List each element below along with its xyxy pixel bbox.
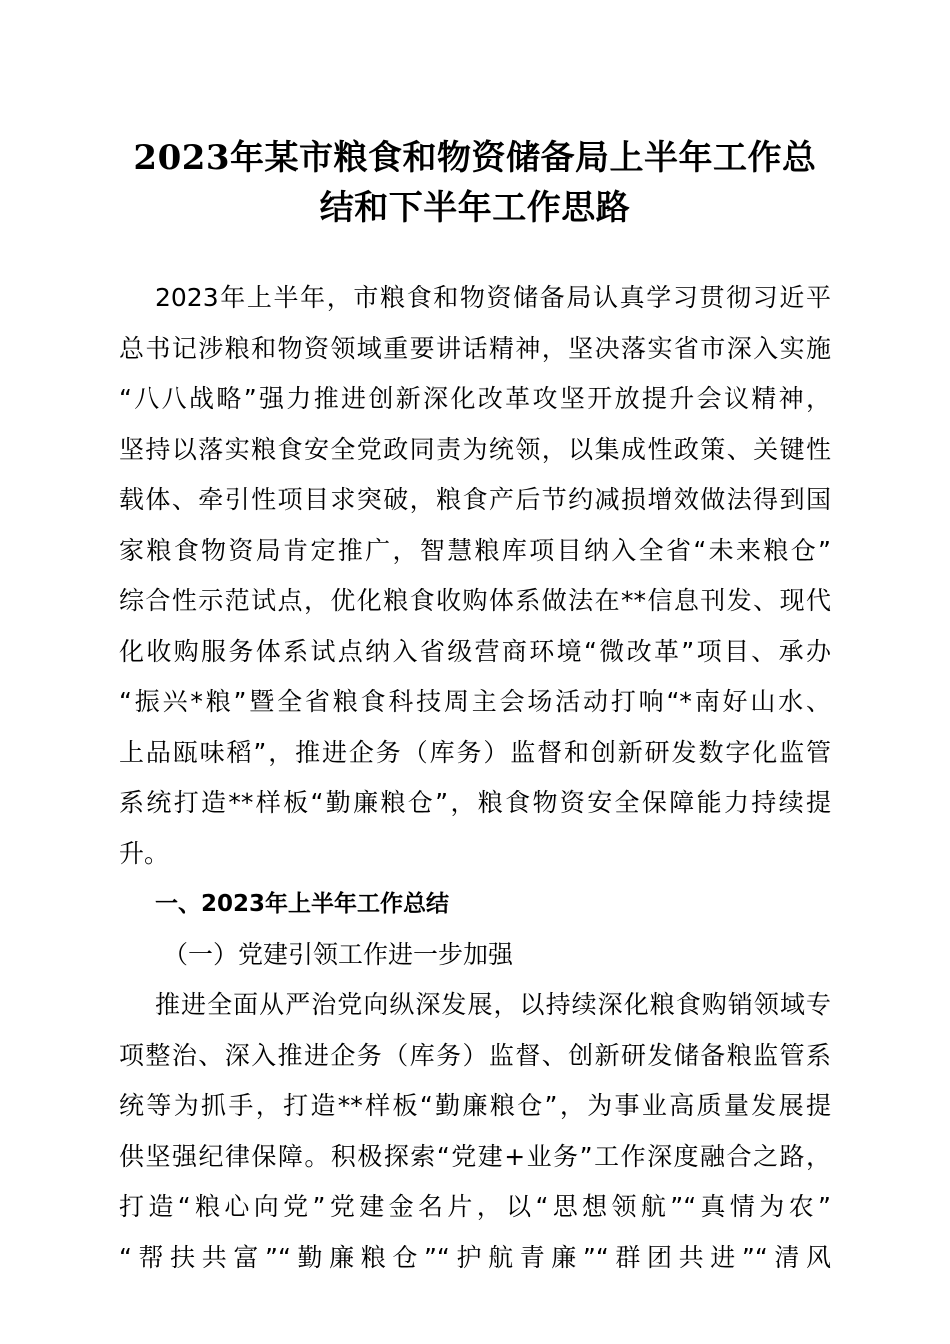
intro-paragraph-line: 2023年上半年，市粮食和物资储备局认真学习贯彻习近平 (155, 283, 831, 312)
subsection-paragraph-line: 统等为抓手，打造**样板“勤廉粮仓”，为事业高质量发展提 (119, 1091, 831, 1120)
intro-paragraph-line: 坚持以落实粮食安全党政同责为统领，以集成性政策、关键性 (119, 434, 831, 464)
section-heading: 一、2023年上半年工作总结 (155, 891, 450, 917)
subsection-paragraph-line: “帮扶共富”“勤廉粮仓”“护航青廉”“群团共进”“清风 (119, 1242, 831, 1272)
intro-paragraph-line: 化收购服务体系试点纳入省级营商环境“微改革”项目、承办 (119, 636, 831, 666)
intro-paragraph-line: 家粮食物资局肯定推广，智慧粮库项目纳入全省“未来粮仓” (119, 535, 831, 565)
subsection-paragraph-line: 供坚强纪律保障。积极探索“党建+业务”工作深度融合之路， (119, 1141, 831, 1171)
intro-paragraph-line: 载体、牵引性项目求突破，粮食产后节约减损增效做法得到国 (119, 485, 831, 514)
subsection-paragraph-line: 打造“粮心向党”党建金名片，以“思想领航”“真情为农” (119, 1192, 831, 1221)
document-body (119, 273, 831, 1283)
subsection-heading: （一）党建引领工作进一步加强 (163, 939, 514, 969)
intro-paragraph-line: “振兴*粮”暨全省粮食科技周主会场活动打响“*南好山水、 (119, 687, 831, 716)
title-line-2: 结和下半年工作思路 (319, 188, 631, 228)
title-line-1: 2023年某市粮食和物资储备局上半年工作总 (133, 138, 817, 178)
intro-paragraph-line: 升。 (119, 838, 170, 868)
intro-paragraph-line: 综合性示范试点，优化粮食收购体系做法在**信息刊发、现代 (119, 586, 831, 615)
intro-paragraph-line: 上品瓯味稻”，推进企务（库务）监督和创新研发数字化监管 (119, 737, 831, 767)
subsection-paragraph-line: 推进全面从严治党向纵深发展，以持续深化粮食购销领域专 (155, 990, 831, 1019)
subsection-paragraph-line: 项整治、深入推进企务（库务）监督、创新研发储备粮监管系 (119, 1040, 831, 1070)
intro-paragraph-line: “八八战略”强力推进创新深化改革攻坚开放提升会议精神， (119, 384, 831, 413)
intro-paragraph-line: 总书记涉粮和物资领域重要讲话精神，坚决落实省市深入实施 (119, 333, 831, 363)
intro-paragraph-line: 系统打造**样板“勤廉粮仓”，粮食物资安全保障能力持续提 (119, 788, 831, 817)
document-title (110, 133, 840, 233)
